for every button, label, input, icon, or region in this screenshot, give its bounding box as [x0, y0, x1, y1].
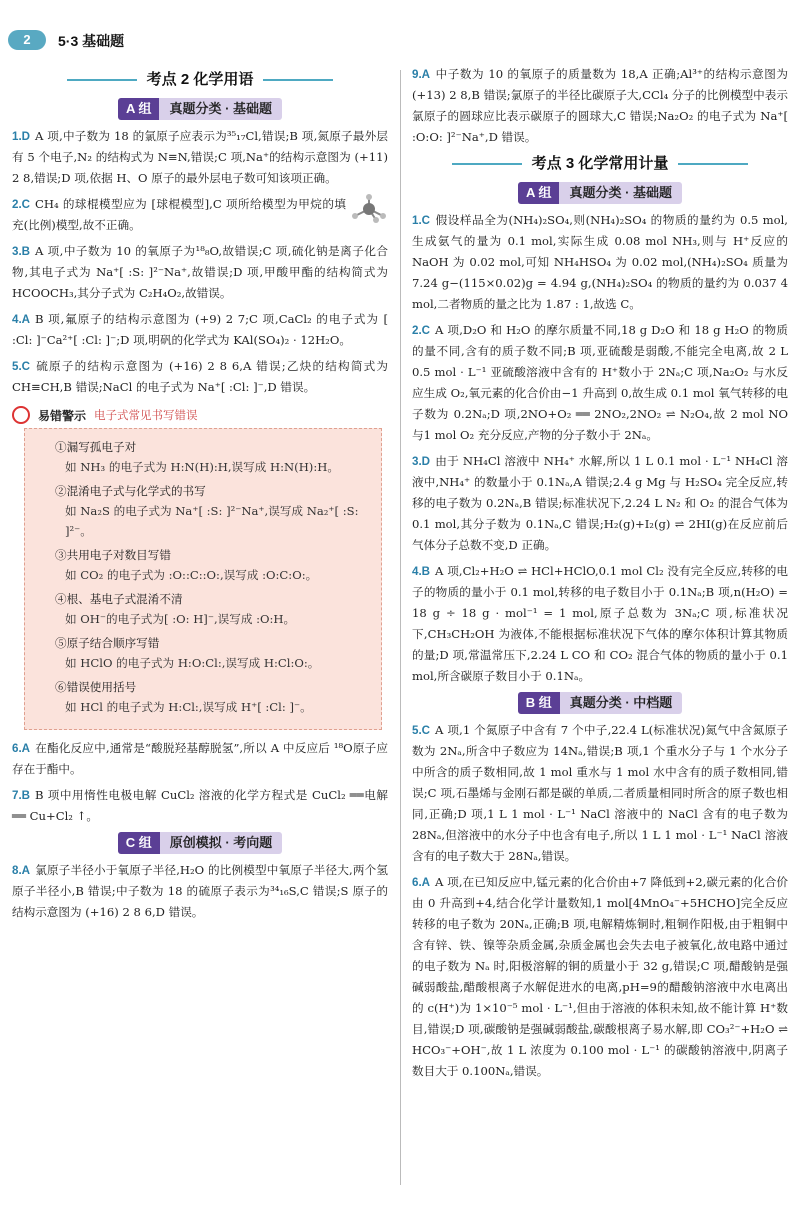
warning-heading: ①漏写孤电子对 — [55, 440, 137, 454]
item-number: 2. — [12, 198, 22, 211]
answer-item — [412, 451, 788, 556]
item-number: 1. — [12, 130, 22, 143]
item-number: 6. — [412, 876, 422, 889]
magnifier-icon — [12, 406, 30, 424]
answer-text: 假设样品全为(NH₄)₂SO₄,则(NH₄)₂SO₄ 的物质的量约为 0.5 mol,生成氨气的量为 0.1 mol,实际生成 0.08 mol NH₃,则与 H⁺反应的 NaOH 为 0.02 mol,可知 NH₄HSO₄ 为 0.02 mol,(NH₄)₂SO₄ 质量为 7.24 g−(115×0.02)g = 4.94 g,(NH₄)₂SO₄ 的物质的量约为 0.037 4 mol,二者物质的量之比为 1.87 : 1,故选 C。 — [412, 213, 788, 311]
answer-letter: C — [21, 198, 31, 211]
group-label: C 组 — [118, 832, 160, 854]
group-desc: 真题分类 · 基础题 — [159, 98, 282, 120]
title-rule-left — [452, 163, 522, 165]
item-number: 8. — [12, 864, 22, 877]
answer-letter: B — [21, 789, 31, 802]
warning-example: 如 NH₃ 的电子式为 H:N(H):H,误写成 H:N(H):H。 — [65, 460, 339, 474]
warning-example: 如 OH⁻的电子式为[ :O: H]⁻,误写成 :O:H。 — [65, 612, 296, 626]
section-title-2 — [12, 70, 388, 90]
answer-text: 由于 NH₄Cl 溶液中 NH₄⁺ 水解,所以 1 L 0.1 mol · L⁻¹ NH₄Cl 溶液中,NH₄⁺ 的数量小于 0.1Nₐ,A 错误;2.4 g Mg 与 H₂SO₄ 完全反应,转移的电子数为 0.2Nₐ,B 错误;标准状况下,2.24 L N₂ 和 O₂ 的混合气体为 0.1 mol,其分子数为 0.1Nₐ,C 错误;H₂(g)+I₂(g) ⇌ 2HI(g)在反应前后气体分子总数不变,D 正确。 — [412, 454, 788, 552]
answer-letter: B — [421, 565, 431, 578]
answer-item — [412, 64, 788, 148]
item-number: 7. — [12, 789, 22, 802]
answer-letter: D — [21, 130, 31, 143]
answer-item — [12, 194, 388, 236]
answer-letter: B — [21, 245, 31, 258]
answer-text: B 项,氟原子的结构示意图为 (+9) 2 7;C 项,CaCl₂ 的电子式为 [ :Cl: ]⁻Ca²⁺[ :Cl: ]⁻;D 项,明矾的化学式为 KAl(SO₄)₂ · 12H₂O。 — [12, 312, 388, 347]
answer-text: A 项,中子数为 10 的氧原子为¹⁸₈O,故错误;C 项,硫化钠是离子化合物,其电子式为 Na⁺[ :S: ]²⁻Na⁺,故错误;D 项,甲酸甲酯的结构简式为 HCOOCH₃,其分子式为 C₂H₄O₂,故错误。 — [12, 244, 388, 300]
answer-item — [12, 738, 388, 780]
answer-letter: C — [421, 324, 431, 337]
group-desc: 真题分类 · 基础题 — [559, 182, 682, 204]
answer-letter: C — [421, 214, 431, 227]
answer-text: A 项,D₂O 和 H₂O 的摩尔质量不同,18 g D₂O 和 18 g H₂O 的物质的量不同,含有的质子数不同;B 项,亚硫酸是弱酸,不能完全电离,故 2 L 0.5 mol · L⁻¹ 亚硫酸溶液中含有的 H⁺数小于 2Nₐ;C 项,Na₂O₂ 与水反应生成 O₂,氧元素的化合价由−1 升高到 0,故生成 0.1 mol 氧气转移的电子数为 0.2Nₐ;D 项,2NO+O₂ ══ 2NO₂,2NO₂ ⇌ N₂O₄,故 2 mol NO 与1 mol O₂ 充分反应,产物的分子数小于 2Nₐ。 — [412, 323, 788, 442]
section-title-text: 考点 3 化学常用计量 — [531, 155, 669, 172]
item-number: 5. — [12, 360, 22, 373]
ball-stick-model-icon — [350, 194, 388, 224]
group-label: B 组 — [518, 692, 560, 714]
title-rule-left — [67, 79, 137, 81]
series-title: 5·3 基础题 — [58, 33, 125, 49]
warning-box — [24, 428, 382, 730]
warning-header — [12, 406, 388, 424]
answer-item — [12, 356, 388, 398]
answer-letter: C — [421, 724, 431, 737]
answer-item — [412, 210, 788, 315]
answer-letter: A — [21, 313, 31, 326]
answer-item — [12, 241, 388, 304]
item-number: 2. — [412, 324, 422, 337]
group-label: A 组 — [118, 98, 160, 120]
item-number: 3. — [412, 455, 422, 468]
title-rule-right — [678, 163, 748, 165]
group-a-banner — [412, 182, 788, 204]
group-c-banner — [12, 832, 388, 854]
page-number: 2 — [8, 30, 46, 50]
title-rule-right — [263, 79, 333, 81]
answer-letter: D — [421, 455, 431, 468]
item-number: 6. — [12, 742, 22, 755]
warning-heading: ⑤原子结合顺序写错 — [55, 636, 160, 650]
column-divider — [400, 70, 401, 1185]
answer-letter: C — [21, 360, 31, 373]
answer-item — [412, 320, 788, 446]
answer-text: A 项,在已知反应中,锰元素的化合价由+7 降低到+2,碳元素的化合价由 0 升高到+4,结合化学计量数知,1 mol[4MnO₄⁻+5HCHO]完全反应转移的电子数为 20Nₐ,正确;B 项,电解精炼铜时,粗铜作阳极,由于粗铜中含有锌、铁、镍等杂质金属,杂质金属也会失去电子被氧化,故电路中通过的电子数为 Nₐ 时,阳极溶解的铜的质量小于 32 g,错误;C 项,醋酸钠是强碱弱酸盐,醋酸根离子水解促进水的电离,pH=9的醋酸钠溶液中水电离出的 c(H⁺)为 1×10⁻⁵ mol · L⁻¹,但由于溶液的体积未知,故不能计算 H⁺数目,错误;D 项,碳酸钠是强碱弱酸盐,碳酸根离子易水解,即 CO₃²⁻+H₂O ⇌ HCO₃⁻+OH⁻,故 1 L 浓度为 0.100 mol · L⁻¹ 的碳酸钠溶液中,阴离子数目大于 0.100Nₐ,错误。 — [412, 875, 788, 1078]
section-title-3 — [412, 154, 788, 174]
answer-letter: A — [421, 876, 431, 889]
answer-letter: A — [21, 864, 31, 877]
warning-example: 如 CO₂ 的电子式为 :O::C::O:,误写成 :O:C:O:。 — [65, 568, 318, 582]
item-number: 4. — [12, 313, 22, 326]
group-label: A 组 — [518, 182, 560, 204]
answer-text: 中子数为 10 的氧原子的质量数为 18,A 正确;Al³⁺的结构示意图为 (+13) 2 8,B 错误;氯原子的半径比碳原子大,CCl₄ 分子的比例模型中表示氯原子的圆球应比表示碳原子的圆球大,C 错误;Na₂O₂ 的电子式为 Na⁺[ :O:O: ]²⁻Na⁺,D 错误。 — [412, 67, 788, 144]
left-column — [12, 64, 388, 928]
answer-item — [412, 872, 788, 1082]
item-number: 1. — [412, 214, 422, 227]
answer-text: A 项,Cl₂+H₂O ⇌ HCl+HClO,0.1 mol Cl₂ 没有完全反应,转移的电子的物质的量小于 0.1 mol,转移的电子数目小于 0.1Nₐ;B 项,n(H₂O) = 18 g ÷ 18 g · mol⁻¹ = 1 mol,原子总数为 3Nₐ;C 项,标准状况下,CH₃CH₂OH 为液体,不能根据标准状况下气体的摩尔体积计算其物质的量;D 项,常温常压下,2.24 L CO 和 CO₂ 混合气体的物质的量小于 0.1 mol,所含碳原子数目小于 0.1Nₐ。 — [412, 564, 788, 683]
page-header — [0, 0, 800, 58]
group-b-banner — [412, 692, 788, 714]
answer-letter: A — [21, 742, 31, 755]
answer-text: CH₄ 的球棍模型应为 [球棍模型],C 项所给模型为甲烷的填充(比例)模型,故不正确。 — [12, 197, 346, 232]
warning-subtitle: 电子式常见书写错误 — [94, 408, 198, 422]
item-number: 4. — [412, 565, 422, 578]
answer-text: 在酯化反应中,通常是“酸脱羟基醇脱氢”,所以 A 中反应后 ¹⁸O原子应存在于酯中。 — [12, 741, 388, 776]
section-title-text: 考点 2 化学用语 — [146, 71, 254, 88]
warning-heading: ⑥错误使用括号 — [55, 680, 137, 694]
group-desc: 原创模拟 · 考向题 — [160, 832, 283, 854]
answer-text: B 项中用惰性电极电解 CuCl₂ 溶液的化学方程式是 CuCl₂ ══电解══ Cu+Cl₂ ↑。 — [12, 788, 388, 823]
answer-item — [12, 860, 388, 923]
warning-example: 如 HCl 的电子式为 H:Cl:,误写成 H⁺[ :Cl: ]⁻。 — [65, 700, 312, 714]
warning-title: 易错警示 — [38, 408, 87, 423]
answer-item — [412, 561, 788, 687]
item-number: 5. — [412, 724, 422, 737]
answer-text: 硫原子的结构示意图为 (+16) 2 8 6,A 错误;乙炔的结构简式为 CH≡CH,B 错误;NaCl 的电子式为 Na⁺[ :Cl: ]⁻,D 错误。 — [12, 359, 388, 394]
answer-letter: A — [421, 68, 431, 81]
item-number: 3. — [12, 245, 22, 258]
item-number: 9. — [412, 68, 422, 81]
answer-text: 氯原子半径小于氧原子半径,H₂O 的比例模型中氧原子半径大,两个氢原子半径小,B 错误;中子数为 18 的硫原子表示为³⁴₁₆S,C 错误;S 原子的结构示意图为 (+16) 2 8 6,D 错误。 — [12, 863, 388, 919]
answer-item — [12, 126, 388, 189]
warning-example: 如 Na₂S 的电子式为 Na⁺[ :S: ]²⁻Na⁺,误写成 Na₂⁺[ :S: ]²⁻。 — [65, 504, 359, 538]
answer-item — [412, 720, 788, 867]
warning-example: 如 HClO 的电子式为 H:O:Cl:,误写成 H:Cl:O:。 — [65, 656, 320, 670]
answer-item — [12, 785, 388, 827]
right-column — [412, 64, 788, 1087]
group-a-banner — [12, 98, 388, 120]
warning-heading: ②混淆电子式与化学式的书写 — [55, 484, 206, 498]
answer-text: A 项,1 个氮原子中含有 7 个中子,22.4 L(标准状况)氮气中含氮原子数为 2Nₐ,所含中子数应为 14Nₐ,错误;B 项,1 个重水分子与 1 个水分子中所含的质子数相同,故 1 mol 重水与 1 mol 水中含有的质子数相同,错误;C 项,石墨烯与金刚石都是碳的单质,二者质量相同时所含的原子数也相同,正确;D 项,1 L 1 mol · L⁻¹ NaCl 溶液中的 NaCl 含有的电子数为 28Nₐ,但溶液中的水分子中也含有电子,所以 1 L 1 mol · L⁻¹ NaCl 溶液含有的电子数大于 28Nₐ,错误。 — [412, 723, 788, 863]
warning-heading: ④根、基电子式混淆不清 — [55, 592, 183, 606]
warning-heading: ③共用电子对数目写错 — [55, 548, 171, 562]
answer-item — [12, 309, 388, 351]
group-desc: 真题分类 · 中档题 — [560, 692, 683, 714]
answer-text: A 项,中子数为 18 的氯原子应表示为³⁵₁₇Cl,错误;B 项,氮原子最外层有 5 个电子,N₂ 的结构式为 N≡N,错误;C 项,Na⁺的结构示意图为 (+11) 2 8,错误;D 项,依据 H、O 原子的最外层电子数可知该项正确。 — [12, 129, 388, 185]
